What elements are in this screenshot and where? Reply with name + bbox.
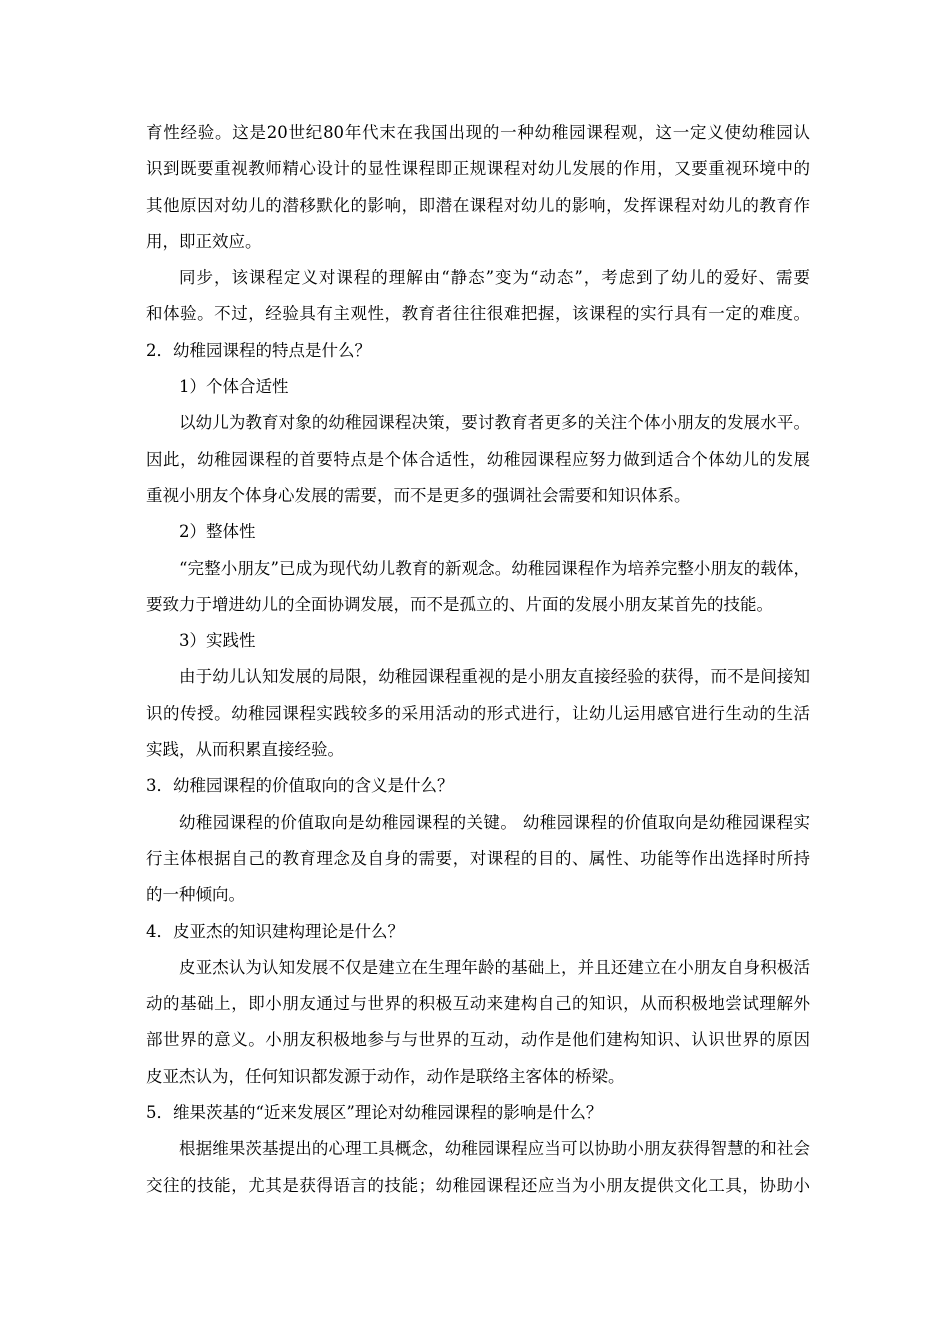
body-text-line: 识到既要重视教师精心设计的显性课程即正规课程对幼儿发展的作用，又要重视环境中的 xyxy=(146,159,810,179)
body-text-line: 实践，从而积累直接经验。 xyxy=(146,740,344,760)
paragraph-first-line: 幼稚园课程的价值取向是幼稚园课程的关键。 幼稚园课程的价值取向是幼稚园课程实 xyxy=(179,812,810,832)
section-heading: 5．维果茨基的“近来发展区”理论对幼稚园课程的影响是什么？ xyxy=(146,1103,603,1123)
body-text-line: 的一种倾向。 xyxy=(146,885,245,905)
body-text-line: 其他原因对幼儿的潜移默化的影响，即潜在课程对幼儿的影响，发挥课程对幼儿的教育作 xyxy=(146,195,810,215)
body-text-line: 育性经验。这是20世纪80年代末在我国出现的一种幼稚园课程观，这一定义使幼稚园认 xyxy=(146,123,810,142)
body-text-line: 和体验。不过，经验具有主观性，教育者往往很难把握，该课程的实行具有一定的难度。 xyxy=(146,304,810,324)
body-text-line: 动的基础上，即小朋友通过与世界的积极互动来建构自己的知识，从而积极地尝试理解外 xyxy=(146,994,810,1014)
body-text-line: 部世界的意义。小朋友积极地参与与世界的互动，动作是他们建构知识、认识世界的原因 xyxy=(146,1030,810,1050)
body-text-line: 因此，幼稚园课程的首要特点是个体合适性，幼稚园课程应努力做到适合个体幼儿的发展 xyxy=(146,449,810,469)
body-text-line: 用，即正效应。 xyxy=(146,231,262,251)
paragraph-first-line: 以幼儿为教育对象的幼稚园课程决策，要讨教育者更多的关注个体小朋友的发展水平。 xyxy=(179,413,810,433)
body-text-line: 交往的技能，尤其是获得语言的技能；幼稚园课程还应当为小朋友提供文化工具，协助小 xyxy=(146,1175,810,1195)
section-heading: 3．幼稚园课程的价值取向的含义是什么？ xyxy=(146,776,454,796)
body-text-line: 皮亚杰认为，任何知识都发源于动作，动作是联络主客体的桥梁。 xyxy=(146,1066,625,1086)
body-text-line: 行主体根据自己的教育理念及自身的需要，对课程的目的、属性、功能等作出选择时所持 xyxy=(146,848,810,868)
section-heading: 2．幼稚园课程的特点是什么？ xyxy=(146,340,371,360)
body-text-line: 要致力于增进幼儿的全面协调发展，而不是孤立的、片面的发展小朋友某首先的技能。 xyxy=(146,594,773,614)
paragraph-first-line: “完整小朋友”已成为现代幼儿教育的新观念。幼稚园课程作为培养完整小朋友的载体， xyxy=(179,558,810,578)
paragraph-first-line: 由于幼儿认知发展的局限，幼稚园课程重视的是小朋友直接经验的获得，而不是间接知 xyxy=(179,667,810,687)
body-text-line: 识的传授。幼稚园课程实践较多的采用活动的形式进行，让幼儿运用感官进行生动的生活 xyxy=(146,703,810,723)
paragraph-first-line: 同步，该课程定义对课程的理解由“静态”变为“动态”，考虑到了幼儿的爱好、需要 xyxy=(179,268,810,288)
subsection-heading: 2）整体性 xyxy=(179,522,256,542)
section-heading: 4．皮亚杰的知识建构理论是什么？ xyxy=(146,921,404,941)
subsection-heading: 1）个体合适性 xyxy=(179,377,289,397)
body-text-line: 重视小朋友个体身心发展的需要，而不是更多的强调社会需要和知识体系。 xyxy=(146,485,691,505)
subsection-heading: 3）实践性 xyxy=(179,631,256,651)
document-page xyxy=(146,115,810,1204)
paragraph-first-line: 皮亚杰认为认知发展不仅是建立在生理年龄的基础上，并且还建立在小朋友自身积极活 xyxy=(179,957,810,977)
paragraph-first-line: 根据维果茨基提出的心理工具概念，幼稚园课程应当可以协助小朋友获得智慧的和社会 xyxy=(179,1139,810,1159)
